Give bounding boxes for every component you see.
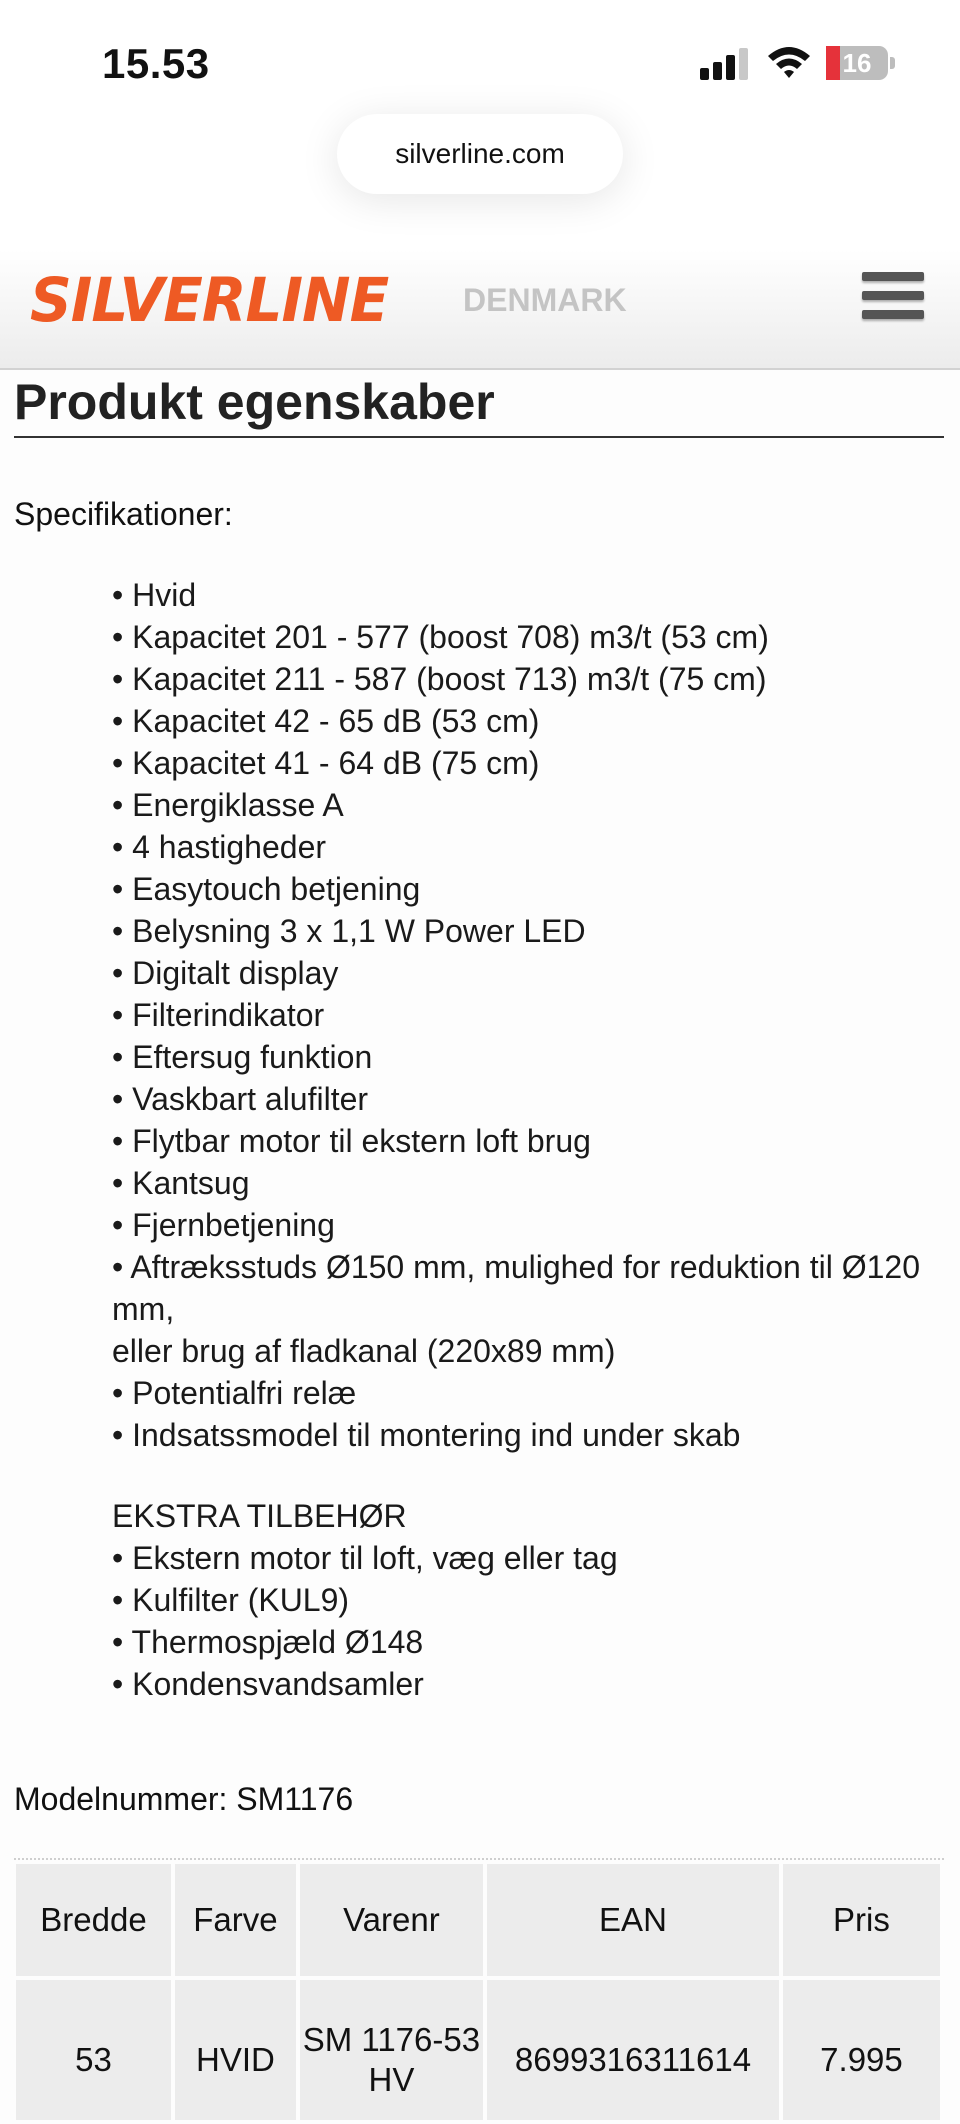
table-row	[16, 1980, 940, 2120]
spec-item: eller brug af fladkanal (220x89 mm)	[112, 1333, 616, 1369]
spec-item: • Kapacitet 42 - 65 dB (53 cm)	[112, 703, 540, 739]
spec-item: • Potentialfri relæ	[112, 1375, 357, 1411]
spec-item: • Kantsug	[112, 1165, 250, 1201]
product-table	[14, 1858, 944, 2098]
spec-item: • Flytbar motor til ekstern loft brug	[112, 1123, 591, 1159]
extra-accessories-list	[112, 1495, 932, 1705]
brand-logo[interactable]: SILVERLINE	[30, 264, 389, 336]
spec-item: • Fjernbetjening	[112, 1207, 335, 1243]
region-label: DENMARK	[463, 282, 627, 318]
column-header-color: Farve	[175, 1864, 296, 1976]
spec-heading: Specifikationer:	[14, 496, 233, 532]
spec-item: • Kapacitet 201 - 577 (boost 708) m3/t (53 cm)	[112, 619, 769, 655]
spec-item: • Indsatssmodel til montering ind under skab	[112, 1417, 741, 1453]
cell-width: 53	[16, 1980, 171, 2120]
spec-item: • Eftersug funktion	[112, 1039, 373, 1075]
column-header-price: Pris	[783, 1864, 940, 1976]
browser-address-area	[0, 110, 960, 250]
status-time: 15.53	[102, 40, 210, 87]
column-header-item-number: Varenr	[300, 1864, 483, 1976]
spec-item: • Hvid	[112, 577, 197, 613]
cell-color: HVID	[175, 1980, 296, 2120]
page-title: Produkt egenskaber	[14, 372, 944, 438]
extra-item: • Ekstern motor til loft, væg eller tag	[112, 1540, 618, 1576]
address-bar[interactable]: silverline.com	[337, 114, 623, 194]
extra-item: • Thermospjæld Ø148	[112, 1624, 424, 1660]
wifi-icon	[766, 44, 812, 80]
spec-item: • Aftræksstuds Ø150 mm, mulighed for reduktion til Ø120 mm,	[112, 1249, 920, 1327]
model-number: Modelnummer: SM1176	[14, 1781, 354, 1817]
spec-item: • Kapacitet 211 - 587 (boost 713) m3/t (75 cm)	[112, 661, 767, 697]
spec-item: • Easytouch betjening	[112, 871, 421, 907]
table-header-row	[16, 1864, 940, 1976]
column-header-ean: EAN	[487, 1864, 779, 1976]
cellular-signal-icon	[700, 48, 750, 80]
cell-ean: 8699316311614	[487, 1980, 779, 2120]
cell-price: 7.995	[783, 1980, 940, 2120]
battery-icon	[826, 46, 896, 80]
site-header	[0, 250, 960, 370]
status-bar	[0, 0, 960, 110]
spec-list	[112, 574, 932, 1456]
spec-item: • Vaskbart alufilter	[112, 1081, 369, 1117]
extra-accessories-title: EKSTRA TILBEHØR	[112, 1498, 407, 1534]
spec-item: • Digitalt display	[112, 955, 339, 991]
extra-item: • Kulfilter (KUL9)	[112, 1582, 350, 1618]
spec-item: • Kapacitet 41 - 64 dB (75 cm)	[112, 745, 540, 781]
spec-item: • Belysning 3 x 1,1 W Power LED	[112, 913, 586, 949]
column-header-width: Bredde	[16, 1864, 171, 1976]
hamburger-menu-icon[interactable]	[862, 272, 924, 320]
spec-item: • Energiklasse A	[112, 787, 344, 823]
spec-item: • 4 hastigheder	[112, 829, 327, 865]
battery-level: 16	[842, 48, 872, 78]
extra-item: • Kondensvandsamler	[112, 1666, 424, 1702]
spec-item: • Filterindikator	[112, 997, 325, 1033]
cell-item-number: SM 1176-53 HV	[300, 1980, 483, 2120]
